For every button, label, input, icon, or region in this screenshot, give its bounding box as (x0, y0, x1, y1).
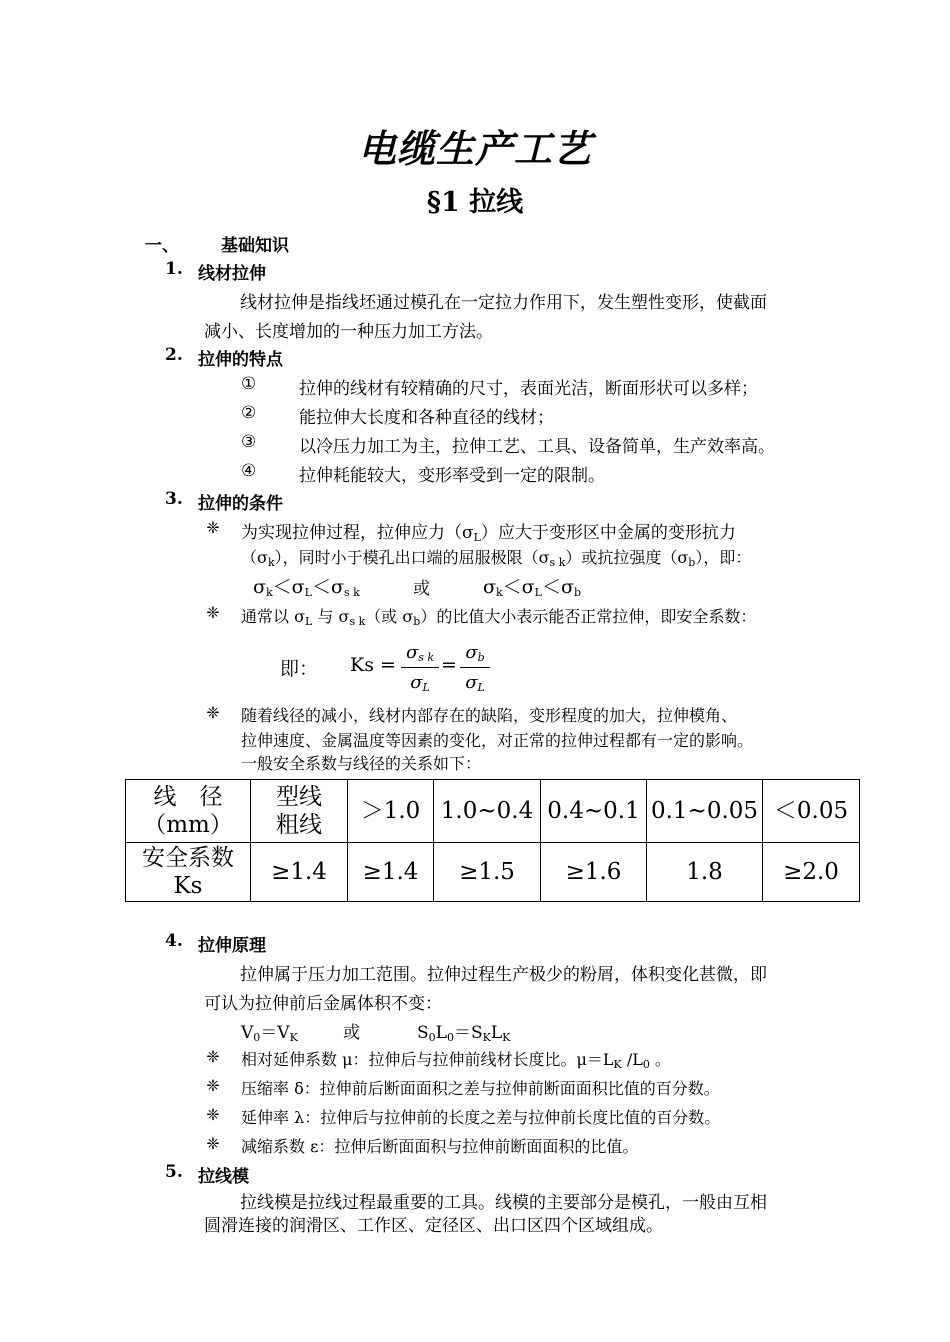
subsection-heading: 拉伸的条件 (198, 494, 283, 514)
table-header-cell: 线 径 （mm） (126, 780, 251, 843)
fraction-line (401, 667, 439, 668)
section-heading: 基础知识 (221, 236, 289, 256)
list-item: 拉伸的线材有较精确的尺寸，表面光洁，断面形状可以多样； (299, 379, 758, 399)
definition-line: 减缩系数 ε：拉伸后断面面积与拉伸前断面面积的比值。 (241, 1137, 639, 1156)
fraction-denominator: $\sigma_L$ (465, 672, 485, 694)
list-item: 能拉伸大长度和各种直径的线材； (299, 408, 554, 428)
bullet-icon: ❈ (206, 1134, 220, 1153)
subsection-heading: 拉线模 (198, 1167, 249, 1187)
list-item: 以冷压力加工为主，拉伸工艺、工具、设备简单，生产效率高。 (299, 437, 775, 457)
table-row-label: 安全系数 Ks (126, 843, 251, 902)
table-header-cell: 1.0~0.4 (434, 780, 541, 843)
paragraph-line: 拉线模是拉线过程最重要的工具。线模的主要部分是模孔，一般由互相 (240, 1193, 767, 1213)
paragraph-line: 为实现拉伸过程，拉伸应力$(\sigma_L)$应大于变形区中金属的变形抗力 (241, 523, 736, 544)
subsection-number: 1. (165, 259, 183, 279)
volume-equation: $V_0=V_K$ (241, 1023, 298, 1044)
list-item: 拉伸耗能较大，变形率受到一定的限制。 (299, 466, 605, 486)
fraction-numerator: $\sigma_b$ (465, 642, 485, 664)
table-cell: 1.8 (647, 843, 763, 902)
fraction-line (460, 667, 490, 668)
subsection-heading: 拉伸的特点 (198, 350, 283, 370)
bullet-icon: ❈ (206, 1047, 220, 1066)
definition-line: 延伸率 λ：拉伸后与拉伸前的长度之差与拉伸前长度比值的百分数。 (241, 1108, 721, 1127)
or-label: 或 (413, 579, 430, 599)
subsection-number: 4. (165, 931, 183, 951)
or-label: 或 (343, 1023, 360, 1043)
subsection-heading: 线材拉伸 (198, 264, 266, 284)
inequality-formula: $\sigma_k<\sigma_L<\sigma_{s k}$ (253, 576, 360, 599)
paragraph-line: 圆滑连接的润滑区、工作区、定径区、出口区四个区域组成。 (204, 1216, 663, 1236)
subsection-number: 2. (165, 345, 183, 365)
table-cell: ≥1.4 (251, 843, 348, 902)
table-cell: ≥1.5 (434, 843, 541, 902)
paragraph-line: 通常以 $\sigma_L$ 与 $\sigma_{s k}$（或 $\sigma_b$）的比值大小表示能否正常拉伸，即安全系数： (241, 607, 757, 628)
paragraph-line: $(\sigma_k)$，同时小于模孔出口端的屈服极限$(\sigma_{s k})$或抗拉强度$(\sigma_b)$，即： (241, 548, 752, 569)
list-marker: ② (241, 403, 257, 423)
list-marker: ③ (241, 432, 257, 452)
paragraph-line: 减小、长度增加的一种压力加工方法。 (204, 322, 493, 342)
document-title: 电缆生产工艺 (357, 126, 592, 171)
subsection-heading: 拉伸原理 (198, 936, 266, 956)
bullet-icon: ❈ (206, 1076, 220, 1095)
definition-line: 压缩率 δ：拉伸前后断面面积之差与拉伸前断面面积比值的百分数。 (241, 1079, 720, 1098)
paragraph-line: 一般安全系数与线径的关系如下： (241, 754, 482, 773)
fraction-numerator: $\sigma_{s k}$ (405, 642, 435, 664)
subsection-number: 3. (165, 489, 183, 509)
inequality-formula: $\sigma_k<\sigma_L<\sigma_b$ (483, 576, 582, 599)
volume-equation: $S_0L_0=S_KL_K$ (417, 1023, 511, 1044)
table-cell: ≥1.4 (348, 843, 434, 902)
table-header-cell: 0.1~0.05 (647, 780, 763, 843)
section-number: 一、 (145, 236, 179, 256)
table-header-cell: 型线 粗线 (251, 780, 348, 843)
paragraph-line: 拉伸属于压力加工范围。拉伸过程生产极少的粉屑，体积变化甚微，即 (240, 965, 767, 985)
formula-prefix: 即： (280, 658, 319, 680)
definition-line: 相对延伸系数 μ：拉伸后与拉伸前线材长度比。$\mu=L_K$ $/L_0$ 。 (241, 1050, 671, 1071)
subsection-number: 5. (165, 1162, 183, 1182)
table-cell: ≥2.0 (763, 843, 860, 902)
paragraph-line: 拉伸速度、金属温度等因素的变化，对正常的拉伸过程都有一定的影响。 (241, 731, 754, 750)
paragraph-line: 可认为拉伸前后金属体积不变： (204, 994, 442, 1014)
table-row (126, 780, 860, 843)
list-marker: ④ (241, 461, 257, 481)
table-header-cell: ＜0.05 (763, 780, 860, 843)
table-header-cell: 0.4~0.1 (541, 780, 647, 843)
paragraph-line: 随着线径的减小，线材内部存在的缺陷，变形程度的加大，拉伸模角、 (241, 706, 738, 725)
section-subtitle: §1 拉线 (426, 187, 524, 218)
paragraph-line: 线材拉伸是指线坯通过模孔在一定拉力作用下，发生塑性变形，使截面 (240, 293, 767, 313)
bullet-icon: ❈ (206, 703, 220, 722)
safety-factor-table (125, 779, 860, 902)
formula-equals: = (441, 654, 457, 676)
table-cell: ≥1.6 (541, 843, 647, 902)
bullet-icon: ❈ (206, 518, 220, 537)
fraction-denominator: $\sigma_L$ (410, 672, 430, 694)
list-marker: ① (241, 374, 257, 394)
bullet-icon: ❈ (206, 603, 220, 622)
bullet-icon: ❈ (206, 1105, 220, 1124)
formula-ks: Ks = (350, 654, 396, 676)
table-header-cell: ＞1.0 (348, 780, 434, 843)
table-row (126, 843, 860, 902)
